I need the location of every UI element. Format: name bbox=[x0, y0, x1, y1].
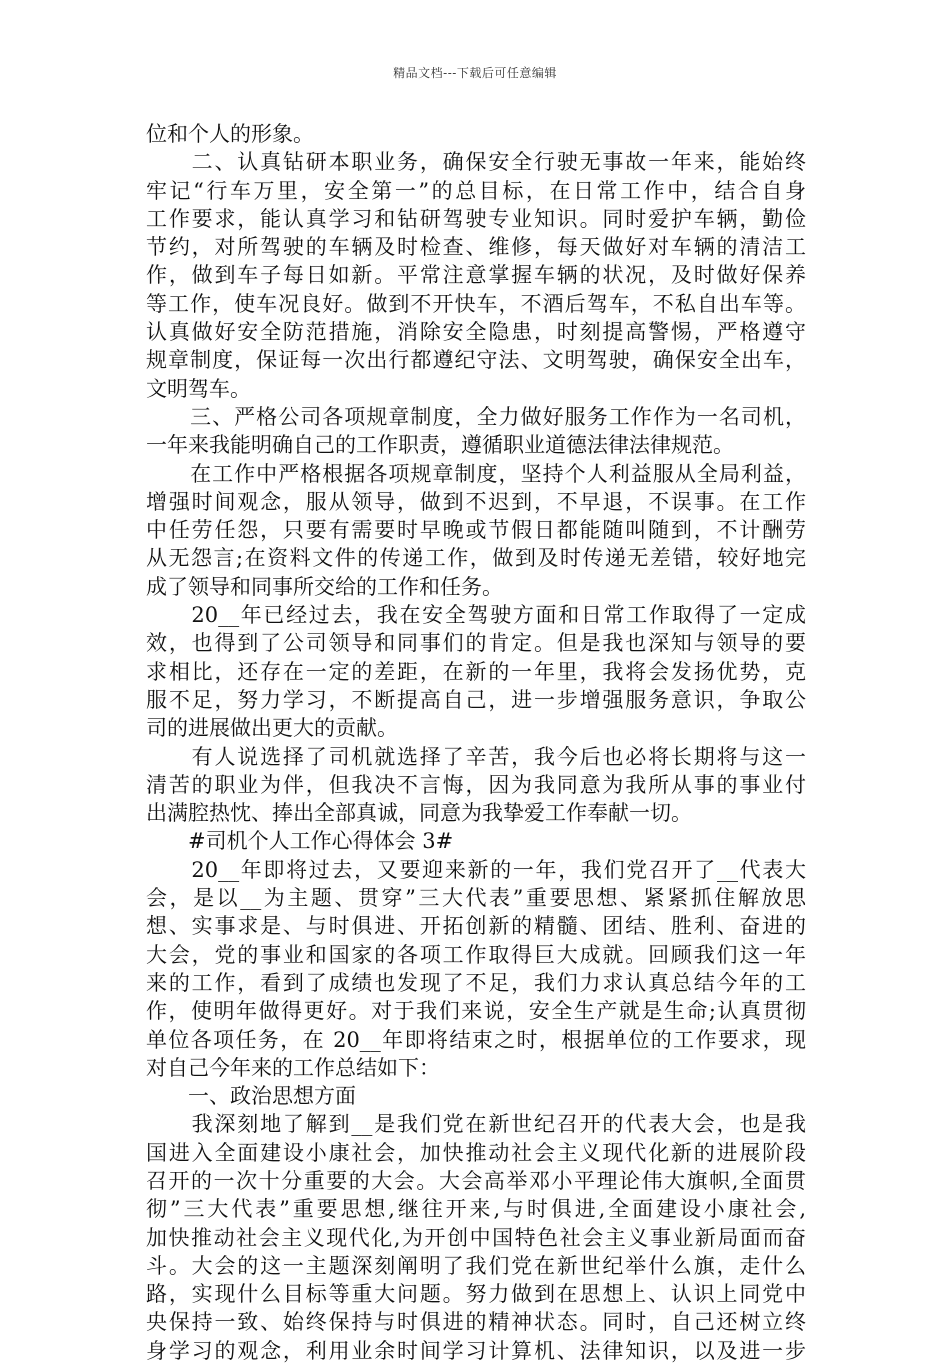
text-line: 清苦的职业为伴，但我决不言悔，因为我同意为我所从事的事业付 bbox=[146, 772, 806, 797]
text-line: 在工作中严格根据各项规章制度，坚持个人利益服从全局利益， bbox=[146, 461, 806, 486]
text-line: 国进入全面建设小康社会，加快推动社会主义现代化新的进展阶段 bbox=[146, 1140, 806, 1165]
text-line: 斗。大会的这一主题深刻阐明了我们党在新世纪举什么旗，走什么 bbox=[146, 1253, 806, 1278]
text-line: 认真做好安全防范措施，消除安全隐患，时刻提高警惕，严格遵守 bbox=[146, 320, 806, 345]
text-line: 规章制度，保证每一次出行都遵纪守法、文明驾驶，确保安全出车， bbox=[146, 348, 806, 373]
text-line: 从无怨言;在资料文件的传递工作，做到及时传递无差错，较好地完 bbox=[146, 546, 806, 571]
text-line: #司机个人工作心得体会 3# bbox=[146, 829, 454, 854]
document-body bbox=[146, 120, 806, 1365]
text-line: 出满腔热忱、捧出全部真诚，同意为我挚爱工作奉献一切。 bbox=[146, 801, 692, 826]
text-line: 来的工作，看到了成绩也发现了不足，我们力求认真总结今年的工 bbox=[146, 970, 806, 995]
text-line: 20__年已经过去，我在安全驾驶方面和日常工作取得了一定成 bbox=[146, 603, 806, 628]
text-line: 大会，党的事业和国家的各项工作取得巨大成就。回顾我们这一年 bbox=[146, 942, 806, 967]
text-line: 路，实现什么目标等重大问题。努力做到在思想上、认识上同党中 bbox=[146, 1282, 806, 1307]
text-line: 求相比，还存在一定的差距，在新的一年里，我将会发扬优势，克 bbox=[146, 659, 806, 684]
text-line: 一、政治思想方面 bbox=[146, 1084, 356, 1109]
text-line: 20__年即将过去，又要迎来新的一年，我们党召开了__代表大 bbox=[146, 857, 806, 882]
text-line: 成了领导和同事所交给的工作和任务。 bbox=[146, 574, 503, 599]
text-line: 加快推动社会主义现代化,为开创中国特色社会主义事业新局面而奋 bbox=[146, 1225, 806, 1250]
text-line: 央保持一致、始终保持与时俱进的精神状态。同时，自己还树立终 bbox=[146, 1310, 806, 1335]
text-line: 节约，对所驾驶的车辆及时检查、维修，每天做好对车辆的清洁工 bbox=[146, 235, 806, 260]
text-line: 一年来我能明确自己的工作职责，遵循职业道德法律法律规范。 bbox=[146, 433, 734, 458]
text-line: 文明驾车。 bbox=[146, 376, 251, 401]
text-line: 司的进展做出更大的贡献。 bbox=[146, 716, 398, 741]
text-line: 二、认真钻研本职业务，确保安全行驶无事故一年来，能始终 bbox=[146, 150, 806, 175]
text-line: 工作要求，能认真学习和钻研驾驶专业知识。同时爱护车辆，勤俭 bbox=[146, 206, 806, 231]
text-line: 对自己今年来的工作总结如下： bbox=[146, 1055, 440, 1080]
text-line: 身学习的观念，利用业余时间学习计算机、法律知识，以及进一步 bbox=[146, 1338, 806, 1363]
text-line: 服不足，努力学习，不断提高自己，进一步增强服务意识，争取公 bbox=[146, 687, 806, 712]
text-line: 彻”三大代表”重要思想,继往开来,与时俱进,全面建设小康社会, bbox=[146, 1197, 806, 1222]
text-line: 位和个人的形象。 bbox=[146, 122, 314, 146]
text-line: 效，也得到了公司领导和同事们的肯定。但是我也深知与领导的要 bbox=[146, 631, 806, 656]
text-line: 会，是以__为主题、贯穿”三大代表”重要思想、紧紧抓住解放思 bbox=[146, 886, 806, 911]
text-line: 作，使明年做得更好。对于我们来说，安全生产就是生命;认真贯彻 bbox=[146, 999, 806, 1024]
text-line: 想、实事求是、与时俱进、开拓创新的精髓、团结、胜利、奋进的 bbox=[146, 914, 806, 939]
text-line: 单位各项任务，在 20__年即将结束之时，根据单位的工作要求，现 bbox=[146, 1027, 806, 1052]
text-line: 增强时间观念，服从领导，做到不迟到，不早退，不误事。在工作 bbox=[146, 489, 806, 514]
text-line: 作，做到车子每日如新。平常注意掌握车辆的状况，及时做好保养 bbox=[146, 263, 806, 288]
page-header: 精品文档---下载后可任意编辑 bbox=[393, 66, 557, 80]
text-line: 我深刻地了解到__是我们党在新世纪召开的代表大会，也是我 bbox=[146, 1112, 806, 1137]
text-line: 牢记“行车万里，安全第一”的总目标，在日常工作中，结合自身 bbox=[146, 178, 806, 203]
text-line: 召开的一次十分重要的大会。大会高举邓小平理论伟大旗帜,全面贯 bbox=[146, 1168, 806, 1193]
text-line: 中任劳任怨，只要有需要时早晚或节假日都能随叫随到，不计酬劳 bbox=[146, 518, 806, 543]
text-line: 有人说选择了司机就选择了辛苦，我今后也必将长期将与这一 bbox=[146, 744, 806, 769]
text-line: 三、严格公司各项规章制度，全力做好服务工作作为一名司机， bbox=[146, 404, 806, 429]
text-line: 等工作，使车况良好。做到不开快车，不酒后驾车，不私自出车等。 bbox=[146, 291, 806, 316]
